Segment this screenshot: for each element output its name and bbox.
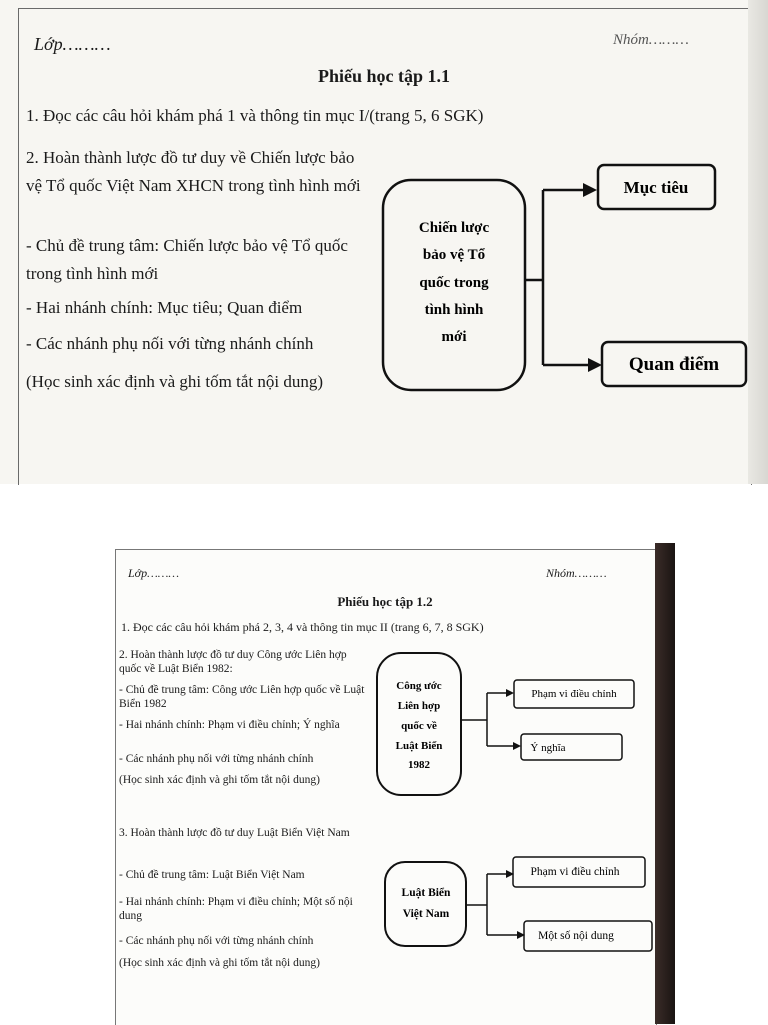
class-label: Lớp……… bbox=[34, 34, 111, 54]
branch-connector bbox=[461, 693, 515, 746]
bullet-central-topic: - Chủ đề trung tâm: Công ước Liên hợp quốc về Luật Biển 1982 bbox=[119, 684, 365, 710]
mind-map-vietnam-sea-law bbox=[385, 857, 652, 951]
question-3: 3. Hoàn thành lược đồ tư duy Luật Biển Việt Nam bbox=[119, 827, 350, 839]
branch-label: Phạm vi điều chỉnh bbox=[530, 866, 620, 878]
question-1: 1. Đọc các câu hỏi khám phá 1 và thông tin mục I/(trang 5, 6 SGK) bbox=[26, 106, 484, 125]
bullet-sub-branches: - Các nhánh phụ nối với từng nhánh chính bbox=[119, 935, 314, 947]
central-topic-line: quốc về bbox=[401, 720, 437, 732]
central-topic-line: Liên hợp bbox=[397, 700, 441, 712]
central-topic-line: Chiến lược bbox=[418, 220, 490, 236]
central-topic-line: Việt Nam bbox=[402, 908, 450, 920]
branch-connector bbox=[525, 190, 590, 365]
bullet-sub-branches: - Các nhánh phụ nối với từng nhánh chính bbox=[119, 753, 314, 765]
central-topic-line: Luật Biển bbox=[401, 887, 451, 899]
central-topic-line: Công ước bbox=[396, 680, 442, 692]
bullet-main-branches: - Hai nhánh chính: Phạm vi điều chỉnh; Một số nội dung bbox=[119, 896, 353, 922]
central-topic-line: tình hình bbox=[424, 302, 484, 318]
bullet-main-branches: - Hai nhánh chính: Mục tiêu; Quan điểm bbox=[26, 298, 303, 317]
question-2: 2. Hoàn thành lược đồ tư duy về Chiến lược bảo vệ Tổ quốc Việt Nam XHCN trong tình hình mới bbox=[26, 148, 361, 195]
instruction-note: (Học sinh xác định và ghi tốm tắt nội dung) bbox=[26, 372, 323, 391]
arrow-head-icon bbox=[513, 742, 521, 750]
group-label: Nhóm……… bbox=[546, 566, 607, 580]
central-topic-line: mới bbox=[441, 329, 467, 345]
instruction-note: (Học sinh xác định và ghi tốm tắt nội dung) bbox=[119, 774, 320, 786]
branch-connector bbox=[466, 874, 518, 935]
branch-label: Quan điểm bbox=[628, 354, 720, 375]
worksheet-title: Phiếu học tập 1.1 bbox=[317, 66, 450, 86]
question-1: 1. Đọc các câu hỏi khám phá 2, 3, 4 và thông tin mục II (trang 6, 7, 8 SGK) bbox=[121, 620, 484, 634]
central-topic-node bbox=[385, 862, 466, 946]
central-topic-line: quốc trong bbox=[419, 275, 489, 291]
branch-label: Mục tiêu bbox=[623, 178, 689, 197]
central-topic-line: Luật Biển bbox=[395, 740, 443, 752]
bullet-sub-branches: - Các nhánh phụ nối với từng nhánh chính bbox=[26, 334, 314, 353]
branch-label: Một số nội dung bbox=[538, 930, 614, 942]
bullet-main-branches: - Hai nhánh chính: Phạm vi điều chỉnh; Ý nghĩa bbox=[119, 719, 340, 731]
question-2: 2. Hoàn thành lược đồ tư duy Công ước Liên hợp quốc về Luật Biển 1982: bbox=[119, 649, 347, 675]
group-label: Nhóm……… bbox=[613, 32, 689, 48]
central-topic-line: bảo vệ Tổ bbox=[422, 247, 486, 263]
instruction-note: (Học sinh xác định và ghi tốm tắt nội dung) bbox=[119, 957, 320, 969]
worksheet-title: Phiếu học tập 1.2 bbox=[337, 594, 433, 609]
branch-label: Phạm vi điều chỉnh bbox=[531, 688, 617, 700]
bullet-central-topic: - Chủ đề trung tâm: Luật Biển Việt Nam bbox=[119, 869, 305, 881]
class-label: Lớp……… bbox=[128, 566, 180, 580]
central-topic-line: 1982 bbox=[408, 759, 430, 771]
branch-label: Ý nghĩa bbox=[530, 742, 566, 754]
bullet-central-topic: - Chủ đề trung tâm: Chiến lược bảo vệ Tổ quốc trong tình hình mới bbox=[26, 236, 348, 283]
mind-map-unclos bbox=[377, 653, 634, 795]
arrow-head-icon bbox=[583, 183, 597, 197]
arrow-head-icon bbox=[506, 689, 514, 697]
mind-map-strategy bbox=[383, 165, 746, 390]
arrow-head-icon bbox=[588, 358, 602, 372]
